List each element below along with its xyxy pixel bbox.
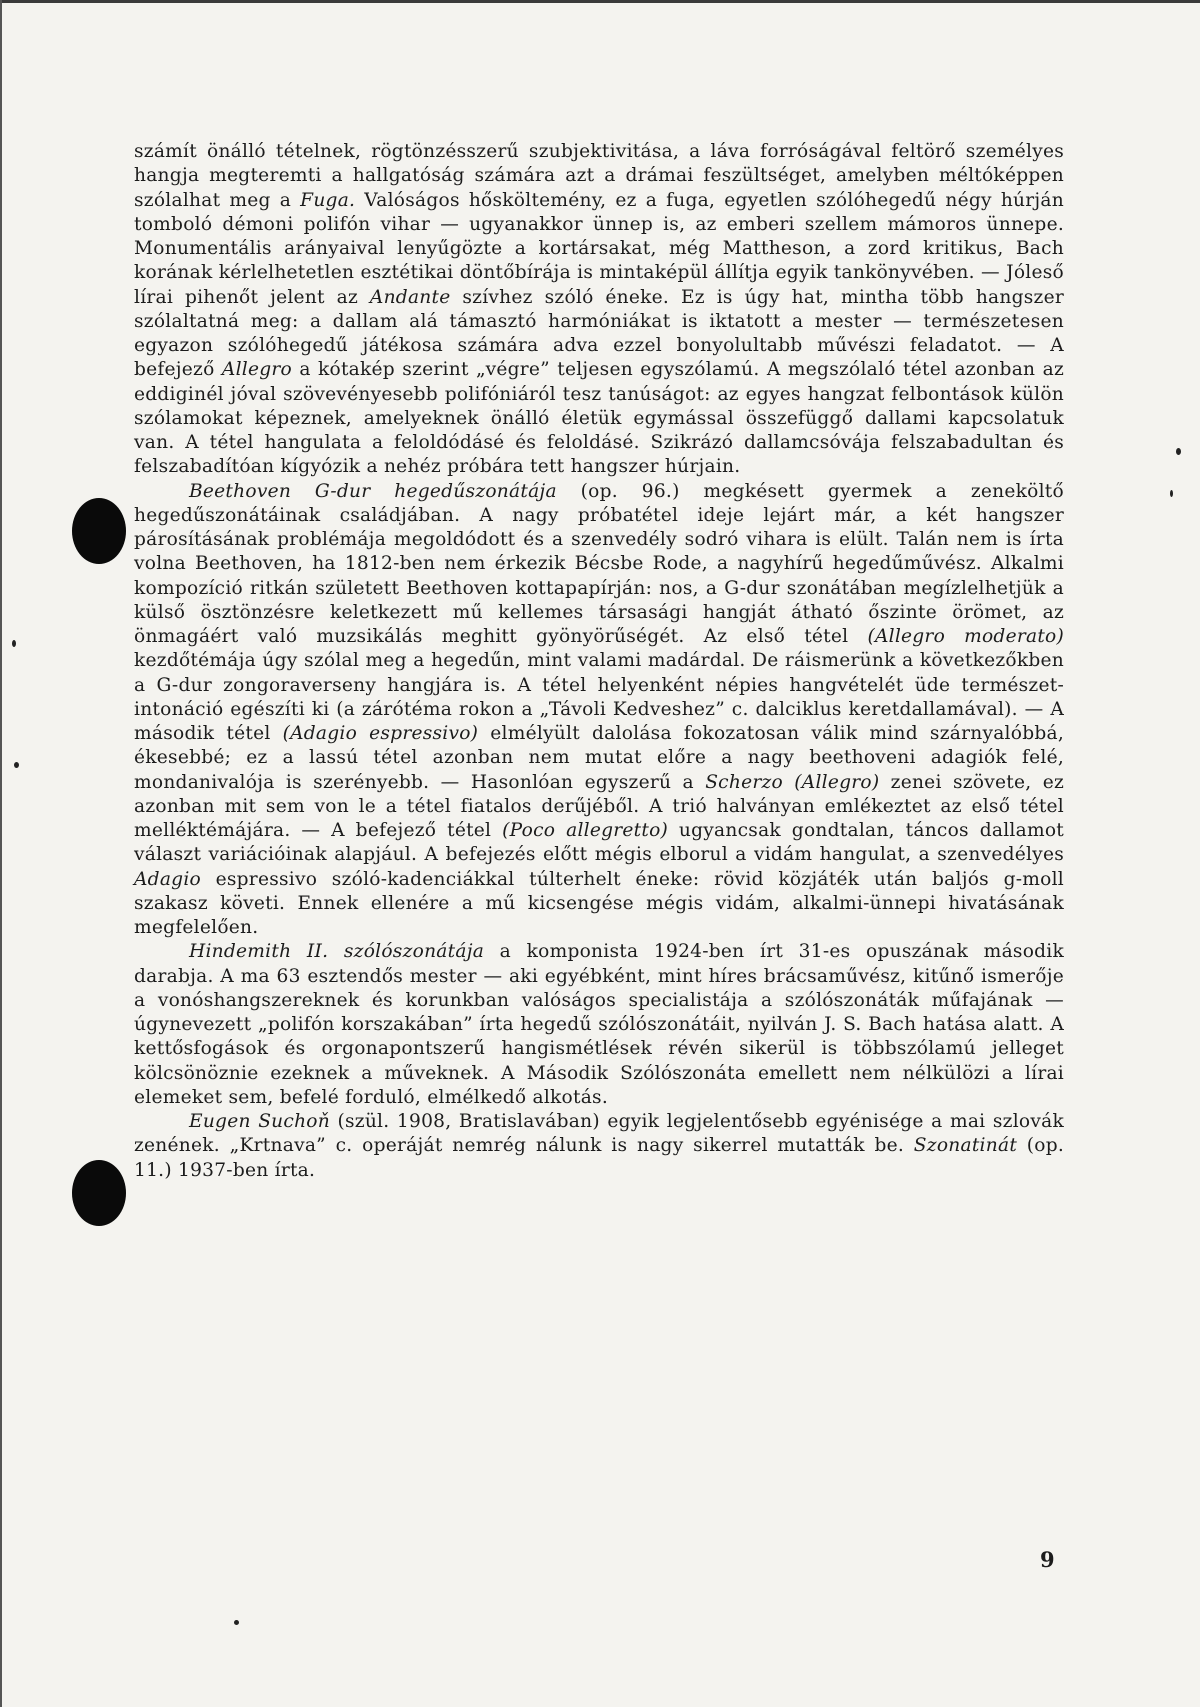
scan-edge-left — [0, 0, 2, 1707]
scan-speck — [1170, 490, 1173, 497]
scan-speck — [234, 1620, 239, 1625]
scan-speck — [1176, 448, 1181, 455]
italic-run: Hindemith II. szólószonátája — [189, 941, 485, 963]
italic-run: Fuga. — [300, 189, 356, 211]
paragraph-hindemith — [134, 940, 1064, 1110]
text-run: kezdőtémája úgy szólal meg a hegedűn, mint valami madárdal. De ráismerünk a következőkben a G-dur zongoraverseny hangjára is. A tétel helyenként népies hangvételét üde természet-intonáció egészíti ki (a zárótéma rokon a „Távoli Kedveshez” c. dalciklus keretdallamával). — A második tétel — [134, 650, 1064, 744]
paragraph-bach-fuga — [134, 140, 1064, 480]
text-run: (szül. 1908, Bratislavában) egyik legjelentősebb egyénisége a mai szlovák zenének. „Krtnava” c. operáját nemrég nálunk is nagy sikerrel mutatták be. — [134, 1111, 1064, 1157]
paragraph-suchon — [134, 1110, 1064, 1183]
body-text — [134, 140, 1064, 1183]
italic-run: Eugen Suchoň — [189, 1111, 330, 1132]
scan-speck — [12, 640, 16, 647]
text-run: szívhez szóló éneke. Ez is úgy hat, mintha több hangszer szólaltatná meg: a dallam alá támasztó harmóniákat is iktatott a mester — természetesen egyazon szólóhegedű játékosa számára adva ezzel bonyolultabb művészi feladatot. — A befejező — [134, 286, 1064, 381]
italic-run: (Adagio espressivo) — [282, 723, 479, 744]
punch-hole-upper — [72, 498, 126, 564]
scan-edge-top — [0, 0, 1200, 3]
text-run: zenei szövete, ez azonban mit sem von le a tétel fiatalos derűjéből. A trió halványan emlékeztet az első tétel melléktémájára. — A befejező tétel — [134, 771, 1064, 841]
italic-run: Beethoven G-dur hegedűszonátája — [189, 480, 557, 502]
text-run: a komponista 1924-ben írt 31-es opuszának második darabja. A ma 63 esztendős mester — aki egyébként, mint híres brácsaművész, kitűnő ismerője a vonóshangszereknek és korunkban valóságos specialistája a szólószonáták műfajának — úgynevezett „polifón korszakában” írta hegedű szólószonátáit, nyilván J. S. Bach hatása alatt. A kettősfogások és orgonapontszerű hangismétlések révén sikerül is többszólamú jelleget kölcsönöznie ezeknek a műveknek. A Második Szólószonáta emellett nem nélkülözi a lírai elemeket sem, befelé forduló, elmélkedő alkotás. — [134, 941, 1065, 1108]
italic-run: Scherzo (Allegro) — [705, 771, 880, 793]
text-run: számít önálló tételnek, rögtönzésszerű szubjektivitása, a láva forróságával feltörő személyes hangja megteremti a hallgatóság számára azt a drámai feszültséget, amelyben méltóképpen szólalhat meg a — [134, 141, 1064, 211]
italic-run: (Allegro moderato) — [867, 626, 1064, 647]
text-run: elmélyült dalolása fokozatosan válik mind szárnyalóbbá, ékesebbé; ez a lassú tétel azonban nem mutat előre a nagy beethoveni adagiók felé, mondanivalója is szerényebb. — Hasonlóan egyszerű a — [134, 723, 1064, 793]
text-run: Valóságos hősköltemény, ez a fuga, egyetlen szólóhegedű négy húrján tomboló démoni polifón vihar — ugyanakkor ünnep is, az emberi szellem mámoros ünnepe. Monumentális arányaival lenyűgözte a kortársakat, még Mattheson, a zord kritikus, Bach korának kérlelhetetlen esztétikai döntőbírája is mintaképül állítja egyik tankönyvében. — Jóleső lírai pihenőt jelent az — [134, 189, 1064, 308]
italic-run: Allegro — [221, 359, 292, 381]
punch-hole-lower — [72, 1160, 126, 1226]
text-run: espressivo szóló-kadenciákkal túlterhelt éneke: rövid közjáték után baljós g-moll szakasz követi. Ennek ellenére a mű kicsengése mégis vidám, alkalmi-ünnepi hivatásának megfelelően. — [134, 868, 1064, 938]
italic-run: (Poco allegretto) — [502, 820, 669, 841]
italic-run: Andante — [369, 286, 451, 308]
italic-run: Adagio — [134, 868, 201, 890]
page-number: 9 — [1040, 1547, 1055, 1572]
text-run: ugyancsak gondtalan, táncos dallamot választ variációinak alapjául. A befejezés előtt mégis elborul a vidám hangulat, a szenvedélyes — [134, 820, 1064, 866]
text-run: (op. 96.) megkésett gyermek a zeneköltő hegedűszonátáinak családjában. A nagy próbatétel ideje lejárt már, a két hangszer párosításának problémája megoldódott és a szenvedély sodró vihara is elült. Talán nem is írta volna Beethoven, ha 1812-ben nem érkezik Bécsbe Rode, a nagyhírű hegedűművész. Alkalmi kompozíció ritkán született Beethoven kottapapírján: nos, a G-dur szonátában megízlelhetjük a külső ösztönzésre keletkezett mű kellemes társasági hangját átható őszinte örömet, az önmagáért való muzsikálás meghitt gyönyörűségét. Az első tétel — [134, 480, 1064, 647]
scan-speck — [14, 762, 19, 768]
text-run: a kótakép szerint „végre” teljesen egyszólamú. A megszólaló tétel azonban az eddiginél jóval szövevényesebb polifóniáról tesz tanúságot: az egyes hangzat felbontások külön szólamokat képeznek, amelyeknek önálló életük egymással összefüggő dallami kapcsolatuk van. A tétel hangulata a feloldódásé és feloldásé. Szikrázó dallamcsóvája felszabadultan és felszabadítóan kígyózik a nehéz próbára tett hangszer húrjain. — [134, 359, 1064, 478]
italic-run: Szonatinát — [913, 1135, 1018, 1157]
text-run: (op. 11.) 1937-ben írta. — [134, 1135, 1065, 1181]
paragraph-beethoven — [134, 480, 1064, 941]
